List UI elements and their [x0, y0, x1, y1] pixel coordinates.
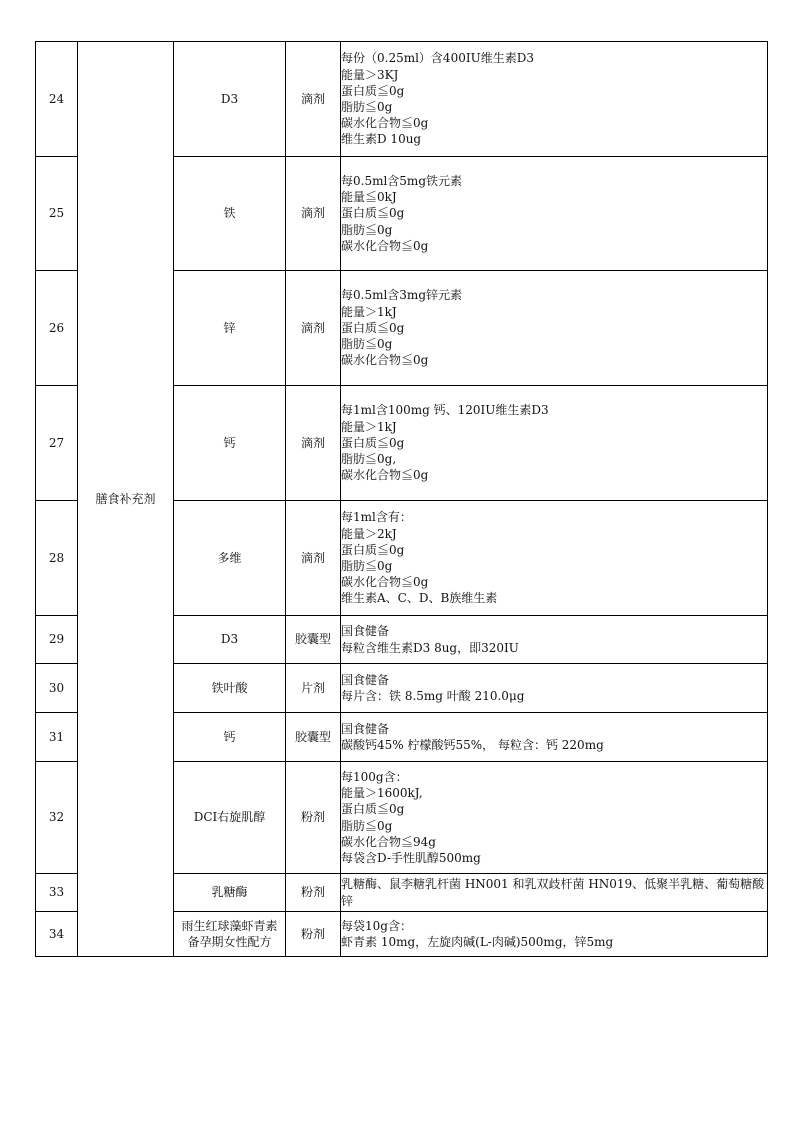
product-name: 锌 — [174, 271, 286, 386]
spec-line: 碳水化合物≦0g — [341, 575, 429, 590]
specification — [341, 501, 768, 616]
table-row — [36, 42, 768, 157]
spec-line: 每100g含： — [341, 769, 408, 784]
dosage-form: 胶囊型 — [286, 616, 341, 664]
specification — [341, 157, 768, 271]
dosage-form: 粉剂 — [286, 912, 341, 957]
specification — [341, 664, 768, 713]
spec-line: 脂肪≦0g — [341, 100, 393, 114]
supplement-table — [35, 41, 768, 957]
spec-line: 蛋白质≦0g — [341, 542, 405, 557]
spec-line: 碳水化合物≦94g — [341, 834, 436, 849]
row-number: 24 — [36, 42, 78, 157]
product-name: 铁 — [174, 157, 286, 271]
spec-line: 维生素D 10ug — [341, 132, 422, 147]
specification — [341, 713, 768, 762]
row-number: 25 — [36, 157, 78, 271]
spec-line: 蛋白质≦0g — [341, 83, 405, 98]
dosage-form: 滴剂 — [286, 271, 341, 386]
product-name — [174, 912, 286, 957]
spec-line: 能量＞1kJ — [341, 419, 397, 434]
specification — [341, 271, 768, 386]
row-number: 26 — [36, 271, 78, 386]
spec-line: 碳酸钙45% 柠檬酸钙55%， 每粒含：钙 220mg — [341, 738, 604, 752]
row-number: 29 — [36, 616, 78, 664]
spec-line: 能量＞1600kJ, — [341, 786, 423, 801]
spec-line: 碳水化合物≦0g — [341, 468, 429, 483]
spec-line: 脂肪≦0g — [341, 337, 393, 352]
spec-line: 碳水化合物≦0g — [341, 353, 429, 368]
specification — [341, 616, 768, 664]
dosage-form: 滴剂 — [286, 157, 341, 271]
spec-line: 国食健备 — [341, 672, 390, 687]
spec-line: 每1ml含有： — [341, 510, 412, 525]
row-number: 34 — [36, 912, 78, 957]
spec-line: 乳糖酶、鼠李糖乳杆菌 HN001 和乳双歧杆菌 HN019、低聚半乳糖、葡萄糖酸锌 — [341, 877, 765, 908]
spec-line: 碳水化合物≦0g — [341, 238, 429, 253]
spec-line: 能量＞2kJ — [341, 526, 397, 541]
product-name: 多维 — [174, 501, 286, 616]
spec-line: 国食健备 — [341, 624, 390, 639]
product-name: D3 — [174, 42, 286, 157]
spec-line: 蛋白质≦0g — [341, 802, 405, 817]
spec-line: 每份（0.25ml）含400IU维生素D3 — [341, 51, 534, 66]
spec-line: 蛋白质≦0g — [341, 206, 405, 221]
specification — [341, 874, 768, 912]
specification — [341, 912, 768, 957]
spec-line: 脂肪≦0g — [341, 559, 393, 573]
product-name: 钙 — [174, 713, 286, 762]
row-number: 27 — [36, 386, 78, 501]
spec-line: 每粒含维生素D3 8ug，即320IU — [341, 640, 519, 655]
spec-line: 虾青素 10mg，左旋肉碱(L-肉碱)500mg，锌5mg — [341, 935, 614, 949]
dosage-form: 滴剂 — [286, 386, 341, 501]
spec-line: 每0.5ml含5mg铁元素 — [341, 173, 462, 188]
spec-line: 每袋10g含： — [341, 918, 412, 933]
product-name-line: 雨生红球藻虾青素 — [181, 919, 278, 933]
row-number: 33 — [36, 874, 78, 912]
row-number: 28 — [36, 501, 78, 616]
product-name: 铁叶酸 — [174, 664, 286, 713]
spec-line: 脂肪≦0g — [341, 222, 393, 237]
spec-line: 国食健备 — [341, 721, 390, 736]
product-name: D3 — [174, 616, 286, 664]
spec-line: 脂肪≦0g — [341, 818, 393, 833]
spec-line: 维生素A、C、D、B族维生素 — [341, 591, 498, 606]
spec-line: 脂肪≦0g, — [341, 452, 397, 467]
dosage-form: 滴剂 — [286, 42, 341, 157]
spec-line: 每片含：铁 8.5mg 叶酸 210.0μg — [341, 689, 525, 703]
category-cell: 膳食补充剂 — [78, 42, 174, 957]
spec-line: 每袋含D-手性肌醇500mg — [341, 850, 481, 865]
dosage-form: 片剂 — [286, 664, 341, 713]
dosage-form: 粉剂 — [286, 762, 341, 874]
product-name: 钙 — [174, 386, 286, 501]
row-number: 30 — [36, 664, 78, 713]
specification — [341, 762, 768, 874]
spec-line: 每0.5ml含3mg锌元素 — [341, 288, 462, 303]
product-name: 乳糖酶 — [174, 874, 286, 912]
product-name: DCI右旋肌醇 — [174, 762, 286, 874]
spec-line: 能量＞3KJ — [341, 67, 399, 82]
spec-line: 每1ml含100mg 钙、120IU维生素D3 — [341, 403, 549, 418]
specification — [341, 386, 768, 501]
spec-line: 碳水化合物≦0g — [341, 116, 429, 131]
dosage-form: 粉剂 — [286, 874, 341, 912]
row-number: 31 — [36, 713, 78, 762]
spec-line: 能量≦0kJ — [341, 190, 397, 205]
dosage-form: 胶囊型 — [286, 713, 341, 762]
specification — [341, 42, 768, 157]
row-number: 32 — [36, 762, 78, 874]
spec-line: 能量＞1kJ — [341, 304, 397, 319]
dosage-form: 滴剂 — [286, 501, 341, 616]
product-name-line: 备孕期女性配方 — [187, 935, 272, 949]
spec-line: 蛋白质≦0g — [341, 435, 405, 450]
spec-line: 蛋白质≦0g — [341, 320, 405, 335]
